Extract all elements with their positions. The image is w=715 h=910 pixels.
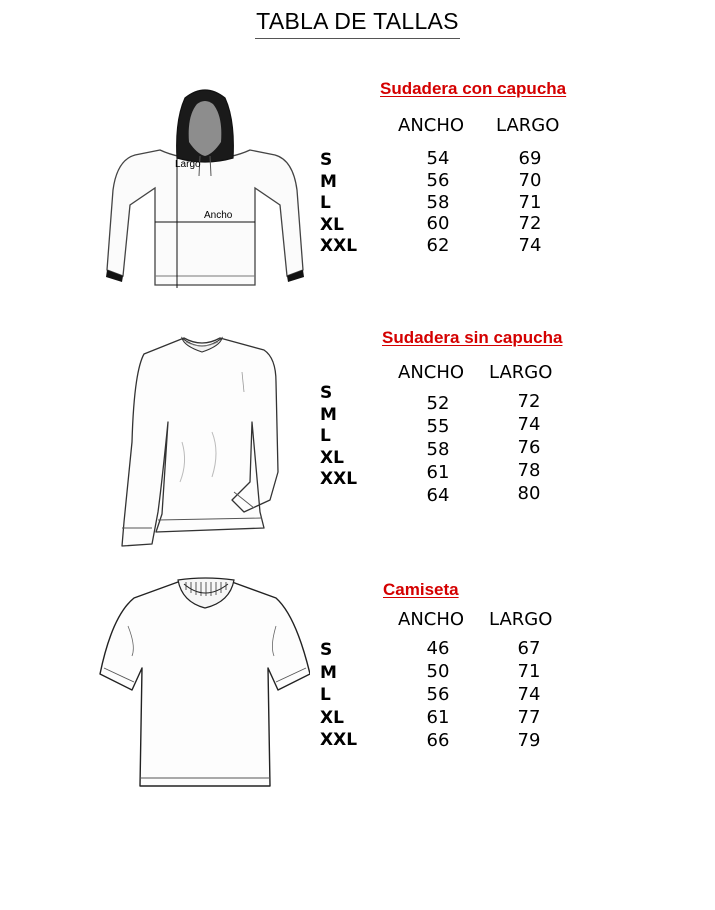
largo-values <box>505 637 553 752</box>
largo-value: 76 <box>517 437 541 458</box>
ancho-value: 61 <box>426 707 450 728</box>
size-label: XXL <box>320 469 358 489</box>
hoodie-illustration <box>105 80 305 295</box>
size-label: L <box>320 193 331 213</box>
ancho-values <box>414 392 462 507</box>
size-list <box>320 639 357 752</box>
largo-value: 71 <box>517 661 541 682</box>
largo-value: 74 <box>517 414 541 435</box>
largo-values <box>506 148 554 257</box>
ancho-value: 50 <box>426 661 450 682</box>
largo-label: Largo <box>175 159 201 170</box>
largo-value: 74 <box>518 235 542 257</box>
ancho-value: 46 <box>426 638 450 659</box>
ancho-value: 62 <box>426 235 450 257</box>
ancho-value: 52 <box>426 393 450 414</box>
largo-value: 70 <box>518 169 542 191</box>
size-label: XL <box>320 214 344 235</box>
ancho-value: 60 <box>426 213 450 235</box>
ancho-value: 55 <box>426 416 450 437</box>
section-title-tshirt: Camiseta <box>383 580 459 599</box>
largo-value: 79 <box>517 730 541 751</box>
ancho-value: 58 <box>426 439 450 460</box>
size-label: S <box>320 640 333 660</box>
ancho-value: 58 <box>426 191 450 213</box>
section-title-hoodie: Sudadera con capucha <box>380 79 567 98</box>
sweatshirt-illustration <box>112 332 292 552</box>
header-ancho: ANCHO <box>398 115 465 136</box>
ancho-value: 66 <box>426 730 450 751</box>
tshirt-illustration <box>98 576 310 791</box>
header-largo: LARGO <box>489 609 553 630</box>
ancho-value: 56 <box>426 169 450 191</box>
size-label: L <box>320 426 331 446</box>
ancho-value: 56 <box>426 684 450 705</box>
size-list <box>320 150 357 258</box>
largo-value: 77 <box>517 707 541 728</box>
size-label: XXL <box>320 730 358 750</box>
ancho-value: 54 <box>426 148 450 169</box>
largo-value: 78 <box>517 460 541 481</box>
size-label: XL <box>320 707 344 728</box>
size-label: XL <box>320 447 344 468</box>
size-label: M <box>320 404 337 425</box>
ancho-values <box>414 148 462 257</box>
size-label: M <box>320 662 337 683</box>
ancho-value: 61 <box>426 462 450 483</box>
size-label: XXL <box>320 236 358 256</box>
ancho-values <box>414 637 462 752</box>
header-ancho: ANCHO <box>398 609 465 630</box>
size-label: S <box>320 150 333 170</box>
size-label: M <box>320 171 337 192</box>
size-label: L <box>320 685 331 705</box>
ancho-label: Ancho <box>204 210 233 221</box>
size-list <box>320 383 357 491</box>
ancho-value: 64 <box>426 485 450 506</box>
largo-value: 80 <box>517 483 541 504</box>
largo-value: 69 <box>518 148 542 169</box>
header-largo: LARGO <box>489 362 553 383</box>
largo-value: 72 <box>518 213 542 235</box>
size-label: S <box>320 383 333 403</box>
largo-value: 71 <box>518 191 542 213</box>
largo-value: 72 <box>517 391 541 412</box>
largo-value: 67 <box>517 638 541 659</box>
largo-value: 74 <box>517 684 541 705</box>
largo-values <box>505 390 553 505</box>
header-largo: LARGO <box>496 115 560 136</box>
page-title: TABLA DE TALLAS <box>0 8 715 39</box>
header-ancho: ANCHO <box>398 362 465 383</box>
section-title-sweatshirt: Sudadera sin capucha <box>382 328 563 347</box>
